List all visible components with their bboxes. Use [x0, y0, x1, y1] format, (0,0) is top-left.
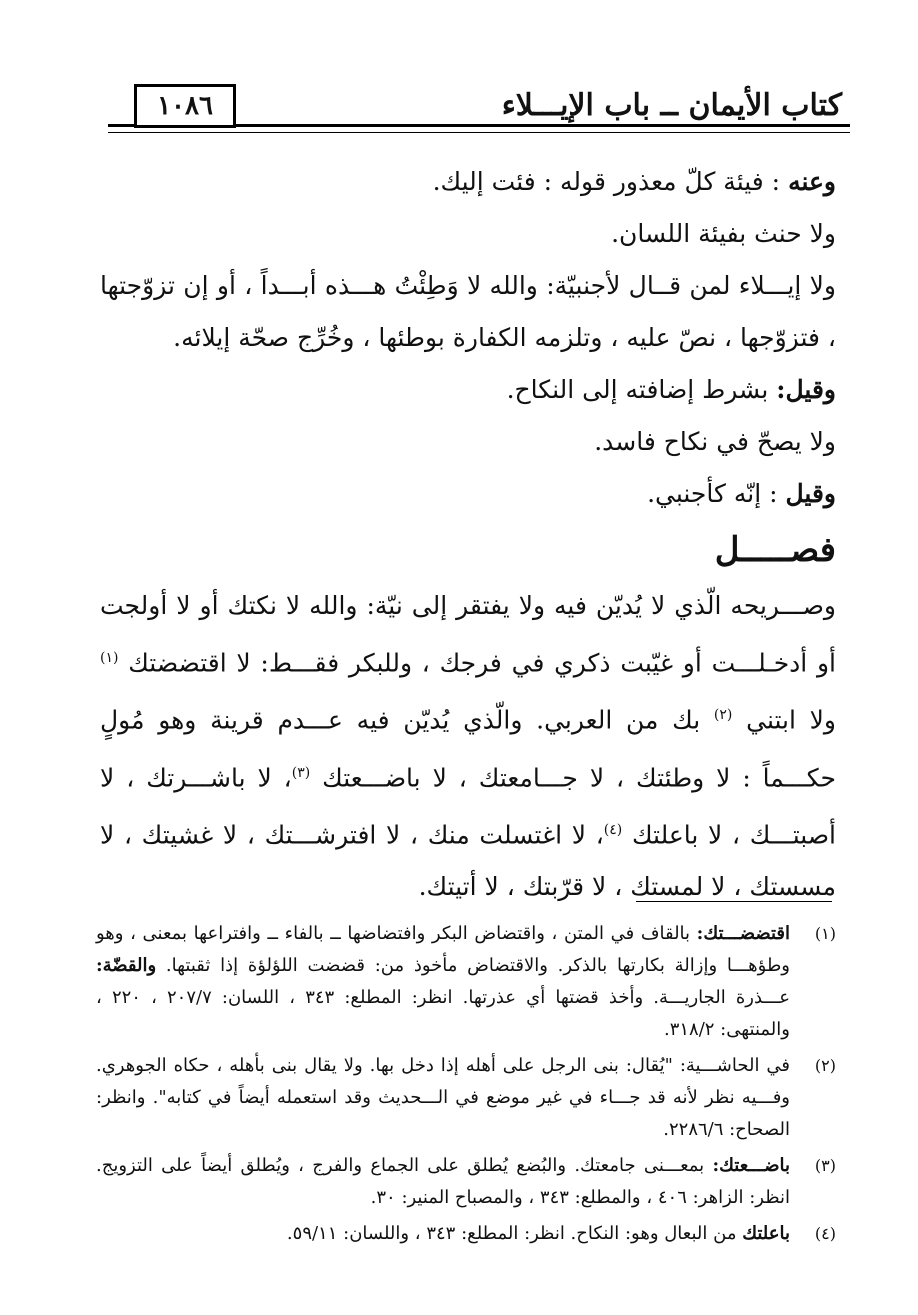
main-text	[100, 156, 836, 913]
paragraph-text: : فيئة كلّ معذور قوله : فئت إليك.	[432, 167, 781, 196]
footnote-body: بمعـــنى جامعتك. والبُضع يُطلق على الجماع والفرج ، ويُطلق أيضاً على التزويج. انظر: الزاهر: ٤٠٦ ، والمطلع: ٣٤٣ ، والمصباح المنير: ٣٠.	[96, 1155, 790, 1208]
paragraph-text: بشرط إضافته إلى النكاح.	[506, 375, 769, 404]
footnote-text	[96, 1150, 790, 1214]
footnote-text	[96, 1218, 790, 1250]
page-number: ١٠٨٦	[134, 84, 236, 128]
footnote-3	[96, 1150, 836, 1214]
section-title: فصـــــل	[714, 530, 836, 570]
running-header	[108, 84, 850, 142]
paragraph-5: ولا يصحّ في نكاح فاسد.	[594, 427, 836, 456]
footnotes	[96, 918, 836, 1254]
footnote-number: (٣)	[814, 1156, 836, 1175]
footnote-body: بالقاف في المتن ، واقتضاض البكر وافتضاضها ــ بالفاء ــ وافتراعها بمعنى ، وهو وطؤهـــا وإزالة بكارتها بالذكر. والاقتضاض مأخوذ من: قضضت اللؤلؤة إذا ثقبتها.	[96, 923, 790, 976]
footnote-text	[96, 918, 790, 1046]
paragraph-6	[100, 468, 836, 520]
footnote-ref-3[interactable]: (٣)	[291, 764, 311, 781]
section-text: وصـــريحه الّذي لا يُديّن فيه ولا يفتقر إلى نيّة: والله لا نكتك أو لا أولجت أو أدخـلـــت أو غيّبت ذكري في فرجك ، وللبكر فقـــط: لا اقتضضتك	[100, 591, 836, 678]
footnote-separator	[636, 901, 832, 902]
running-title: كتاب الأيمان ــ باب الإيـــلاء	[498, 88, 846, 123]
paragraph-4	[100, 364, 836, 416]
header-rule-thin	[108, 132, 850, 133]
section-text: ولا ابتني	[746, 705, 837, 735]
footnote-2	[96, 1050, 836, 1146]
footnote-ref-1[interactable]: (١)	[100, 650, 119, 666]
footnote-term: باضـــعتك:	[712, 1155, 790, 1176]
section-paragraph	[100, 580, 836, 913]
term-label: وعنه	[788, 167, 836, 196]
footnote-ref-4[interactable]: (٤)	[603, 821, 623, 838]
footnote-term: اقتضضـــتك:	[696, 923, 790, 944]
section-text: ، لا باشـــرتك ، لا أصبتـــك ، لا باعلتك	[100, 762, 837, 850]
paragraph-2: ولا حنث بفيئة اللسان.	[611, 219, 836, 248]
footnote-body: عـــذرة الجاريـــة. وأخذ قضتها أي عذرتها. انظر: المطلع: ٣٤٣ ، اللسان: ٢٠٧/٧ ، ٢٢٠ ، والمنتهى: ٣١٨/٢.	[96, 987, 790, 1040]
footnote-1	[96, 918, 836, 1046]
section-text: ، لا اغتسلت منك ، لا افترشـــتك ، لا غشيتك ، لا مسستك ، لا لمستك ، لا قرّبتك ، لا أتيتك.	[100, 820, 836, 902]
footnote-number: (١)	[814, 924, 836, 943]
term-label: وقيل:	[776, 375, 836, 404]
paragraph-1	[100, 156, 836, 208]
footnote-term: والقضّة:	[96, 955, 157, 976]
footnote-body: من البعال وهو: النكاح. انظر: المطلع: ٣٤٣ ، واللسان: ٥٩/١١.	[286, 1223, 737, 1244]
footnote-text: في الحاشـــية: "يُقال: بنى الرجل على أهله إذا دخل بها. ولا يقال بنى بأهله ، حكاه الجوهري. وفـــيه نظر لأنه قد جـــاء في غير موضع في الـــحديث وقد استعمله أيضاً في كتابه". وانظر: الصحاح: ٢٢٨٦/٦.	[96, 1055, 790, 1140]
footnote-4	[96, 1218, 836, 1250]
term-label: وقيل	[785, 479, 836, 508]
footnote-term: باعلتك	[742, 1223, 790, 1244]
paragraph-3: ولا إيـــلاء لمن قــال لأجنبيّة: والله لا وَطِئْتُ هـــذه أبـــداً ، أو إن تزوّجتها ، فتزوّجها ، نصّ عليه ، وتلزمه الكفارة بوطئها ، وخُرِّج صحّة إيلائه.	[100, 271, 836, 352]
footnote-number: (٢)	[814, 1056, 836, 1075]
footnote-ref-2[interactable]: (٢)	[713, 707, 733, 724]
section-text: بك من العربي. والّذي يُديّن فيه عـــدم قرينة وهو مُولٍ حكـــماً : لا وطئتك ، لا جـــامعتك ، لا باضـــعتك	[100, 705, 836, 792]
paragraph-text: : إنّه كأجنبي.	[647, 479, 778, 508]
footnote-number: (٤)	[814, 1224, 836, 1243]
